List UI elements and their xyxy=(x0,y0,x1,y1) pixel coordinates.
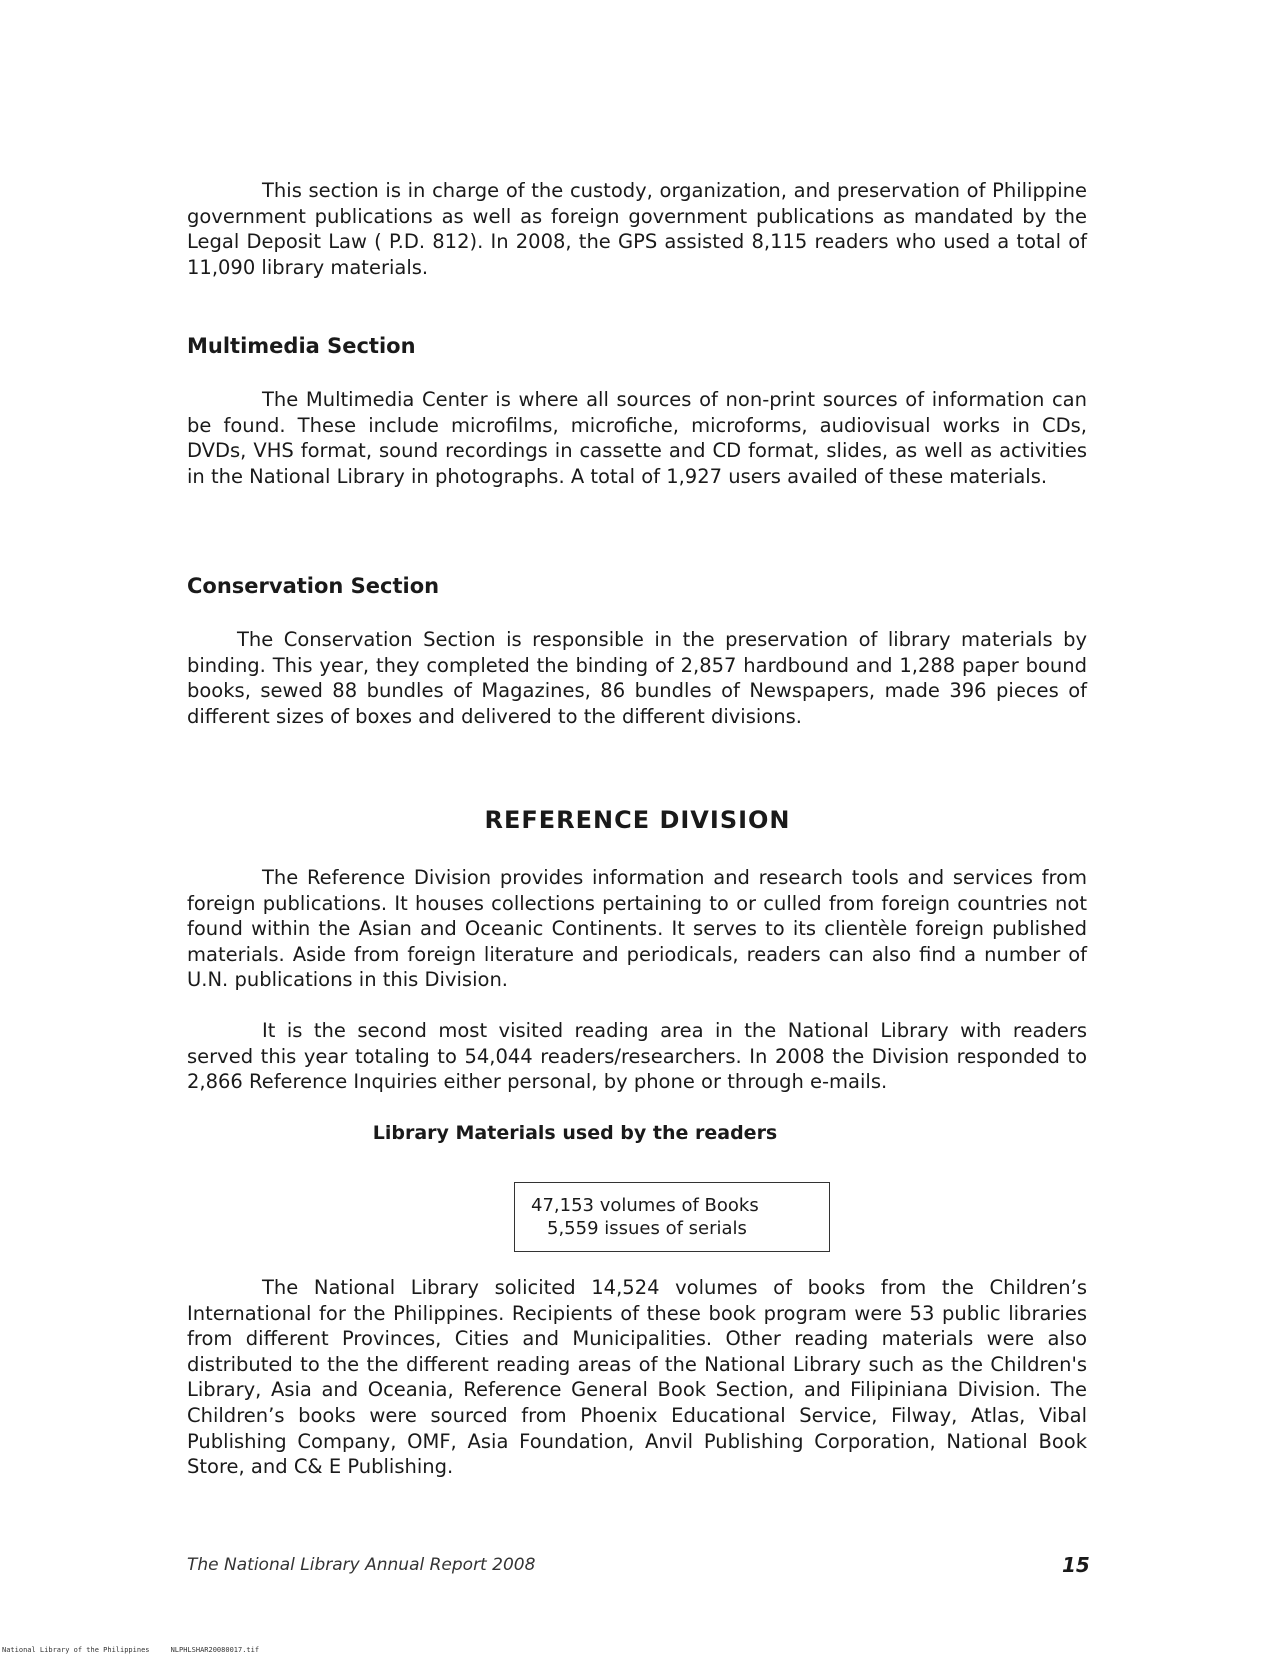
multimedia-paragraph: The Multimedia Center is where all sources of non-print sources of information can be found. These include microfilms, microfiche, microforms, audiovisual works in CDs, DVDs, VHS format, sound recordings in cassette and CD format, slides, as well as activities in the National Library in photographs. A total of 1,927 users availed of these materials. xyxy=(187,388,1087,488)
reference-paragraph-2: It is the second most visited reading area in the National Library with readers served this year totaling to 54,044 readers/researchers. In 2008 the Division responded to 2,866 Reference Inquiries either personal, by phone or through e-mails. xyxy=(187,1019,1087,1094)
conservation-heading: Conservation Section xyxy=(187,574,440,598)
reference-division-title: REFERENCE DIVISION xyxy=(484,806,791,834)
gps-paragraph: This section is in charge of the custody, organization, and preservation of Philippine government publications as well as foreign government publications as mandated by the Legal Deposit Law ( P.D. 812). In 2008, the GPS assisted 8,115 readers who used a total of 11,090 library materials. xyxy=(187,179,1087,279)
scan-label: National Library of the Philippines NLPHLSHAR20080017.tif xyxy=(2,1646,260,1654)
conservation-paragraph: The Conservation Section is responsible in the preservation of library materials by binding. This year, they completed the binding of 2,857 hardbound and 1,288 paper bound books, sewed 88 bundles of Magazines, 86 bundles of Newspapers, made 396 pieces of different sizes of boxes and delivered to the different divisions. xyxy=(187,628,1087,728)
materials-serials: 5,559 issues of serials xyxy=(547,1218,747,1239)
materials-table-title: Library Materials used by the readers xyxy=(372,1122,778,1144)
reference-paragraph-1: The Reference Division provides information and research tools and services from foreign publications. It houses collections pertaining to or culled from foreign countries not found within the Asian and Oceanic Continents. It serves to its clientèle foreign published materials. Aside from foreign literature and periodicals, readers can also find a number of U.N. publications in this Division. xyxy=(187,866,1087,992)
multimedia-heading: Multimedia Section xyxy=(187,334,416,358)
materials-books: 47,153 volumes of Books xyxy=(531,1195,759,1216)
reference-paragraph-3: The National Library solicited 14,524 volumes of books from the Children’s International for the Philippines. Recipients of these book program were 53 public libraries from different Provinces, Cities and Municipalities. Other reading materials were also distributed to the the different reading areas of the National Library such as the Children's Library, Asia and Oceania, Reference General Book Section, and Filipiniana Division. The Children’s books were sourced from Phoenix Educational Service, Filway, Atlas, Vibal Publishing Company, OMF, Asia Foundation, Anvil Publishing Corporation, National Book Store, and C& E Publishing. xyxy=(187,1276,1087,1479)
materials-box xyxy=(514,1182,830,1252)
page-number: 15 xyxy=(1062,1553,1090,1577)
footer-report-title: The National Library Annual Report 2008 xyxy=(187,1555,536,1575)
